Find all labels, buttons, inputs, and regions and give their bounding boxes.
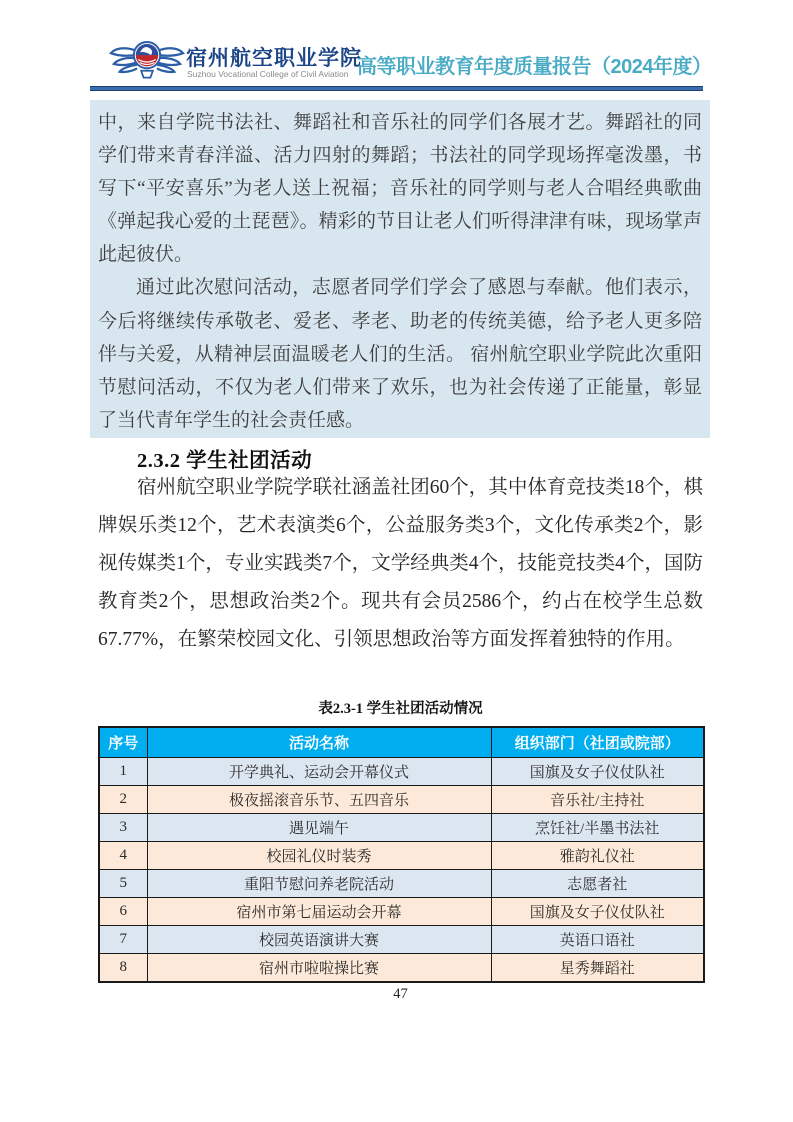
table-header-row <box>99 727 704 758</box>
table-row <box>99 926 704 954</box>
table-cell: 英语口语社 <box>491 926 704 954</box>
college-logo <box>108 34 186 90</box>
table-cell: 1 <box>99 758 147 786</box>
table-row <box>99 758 704 786</box>
table-row <box>99 954 704 983</box>
table-row <box>99 842 704 870</box>
table-cell: 宿州市啦啦操比赛 <box>147 954 491 983</box>
table-cell: 7 <box>99 926 147 954</box>
table-cell: 极夜摇滚音乐节、五四音乐 <box>147 786 491 814</box>
table-cell: 8 <box>99 954 147 983</box>
table-cell: 星秀舞蹈社 <box>491 954 704 983</box>
table-row <box>99 814 704 842</box>
table-cell: 2 <box>99 786 147 814</box>
page-number: 47 <box>393 986 408 1002</box>
table-cell: 重阳节慰问养老院活动 <box>147 870 491 898</box>
column-header: 序号 <box>99 727 147 758</box>
club-activities-table <box>98 726 705 983</box>
table-cell: 4 <box>99 842 147 870</box>
highlighted-text-block <box>90 100 710 438</box>
college-name-zh: 宿州航空职业学院 <box>186 47 362 70</box>
report-title: 高等职业教育年度质量报告（2024年度） <box>357 56 712 78</box>
table-row <box>99 870 704 898</box>
table-cell: 雅韵礼仪社 <box>491 842 704 870</box>
wings-emblem-icon <box>108 34 186 90</box>
table-cell: 宿州市第七届运动会开幕 <box>147 898 491 926</box>
table-cell: 校园礼仪时装秀 <box>147 842 491 870</box>
section-heading: 2.3.2 学生社团活动 <box>137 450 313 472</box>
table-row <box>99 898 704 926</box>
column-header: 活动名称 <box>147 727 491 758</box>
table-cell: 国旗及女子仪仗队社 <box>491 898 704 926</box>
body-paragraph: 中，来自学院书法社、舞蹈社和音乐社的同学们各展才艺。舞蹈社的同学们带来青春洋溢、活力四射的舞蹈；书法社的同学现场挥毫泼墨，书写下“平安喜乐”为老人送上祝福；音乐社的同学则与老人合唱经典歌曲《弹起我心爱的土琵琶》。精彩的节目让老人们听得津津有味，现场掌声此起彼伏。 <box>98 112 702 266</box>
body-paragraph: 通过此次慰问活动，志愿者同学们学会了感恩与奉献。他们表示，今后将继续传承敬老、爱老、孝老、助老的传统美德，给予老人更多陪伴与关爱，从精神层面温暖老人们的生活。 宿州航空职业学院此次重阳节慰问活动，不仅为老人们带来了欢乐，也为社会传递了正能量，彰显了当代青年学生的社会责任感。 <box>98 277 702 431</box>
table-caption: 表2.3-1 学生社团活动情况 <box>318 701 483 717</box>
table-cell: 志愿者社 <box>491 870 704 898</box>
section-paragraph: 宿州航空职业学院学联社涵盖社团60个，其中体育竞技类18个，棋牌娱乐类12个，艺术表演类6个，公益服务类3个，文化传承类2个，影视传媒类1个，专业实践类7个，文学经典类4个，技能竞技类4个，国防教育类2个，思想政治类2个。现共有会员2586个，约占在校学生总数67.77%，在繁荣校园文化、引领思想政治等方面发挥着独特的作用。 <box>98 477 703 650</box>
table-cell: 烹饪社/半墨书法社 <box>491 814 704 842</box>
table-cell: 开学典礼、运动会开幕仪式 <box>147 758 491 786</box>
column-header: 组织部门（社团或院部） <box>491 727 704 758</box>
table-cell: 遇见端午 <box>147 814 491 842</box>
table-row <box>99 786 704 814</box>
header-divider-rule <box>90 86 703 91</box>
table-cell: 校园英语演讲大赛 <box>147 926 491 954</box>
table-body <box>99 758 704 983</box>
table-cell: 音乐社/主持社 <box>491 786 704 814</box>
table-cell: 5 <box>99 870 147 898</box>
college-name-en: Suzhou Vocational College of Civil Aviation <box>187 69 349 79</box>
table-cell: 3 <box>99 814 147 842</box>
table-cell: 6 <box>99 898 147 926</box>
table-cell: 国旗及女子仪仗队社 <box>491 758 704 786</box>
